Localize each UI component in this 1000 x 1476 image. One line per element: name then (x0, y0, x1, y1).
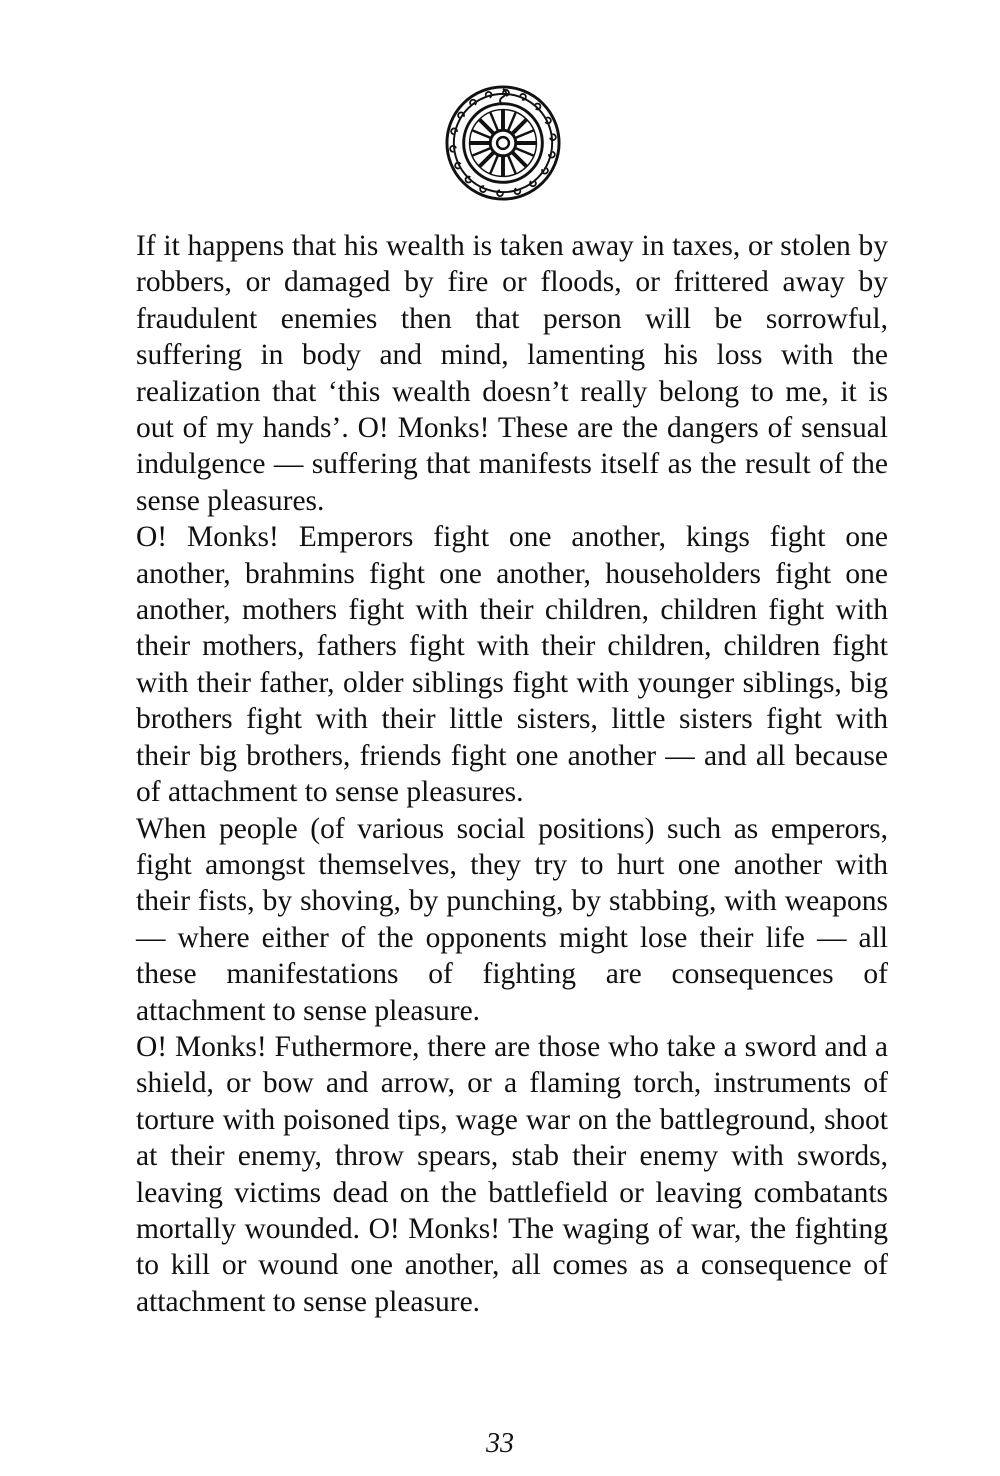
paragraph-3: When people (of various social positions) such as emperors, fight amongst themselves, they try to hurt one another with their fists, by shoving, by punching, by stabbing, with weapons — where either of the opponents might lose their life — all these manifestations of fighting are consequences of attachment to sense pleasure. (136, 812, 888, 1027)
dharma-wheel-icon (444, 84, 562, 202)
page-number: 33 (486, 1428, 514, 1459)
paragraph-4: O! Monks! Futhermore, there are those who take a sword and a shield, or bow and arrow, or a flaming torch, instruments of torture with poisoned tips, wage war on the battleground, shoot at their enemy, throw spears, stab their enemy with swords, leaving victims dead on the battlefield or leaving combatants mortally wounded. O! Monks! The waging of war, the fighting to kill or wound one another, all comes as a consequence of attachment to sense pleasure. (136, 1030, 888, 1318)
paragraph-1: If it happens that his wealth is taken away in taxes, or stolen by robbers, or damaged by fire or floods, or frittered away by fraudulent enemies then that person will be sorrowful, suffering in body and mind, lamenting his loss with the realization that ‘this wealth doesn’t really belong to me, it is out of my hands’. O! Monks! These are the dangers of sensual indulgence — suffering that manifests itself as the result of the sense pleasures. (136, 230, 888, 517)
body-text (136, 228, 888, 1320)
paragraph-2: O! Monks! Emperors fight one another, kings fight one another, brahmins fight one another, householders fight one another, mothers fight with their children, children fight with their mothers, fathers fight with their children, children fight with their father, older siblings fight with younger siblings, big brothers fight with their little sisters, little sisters fight with their big brothers, friends fight one another — and all because of attachment to sense pleasures. (136, 521, 888, 809)
